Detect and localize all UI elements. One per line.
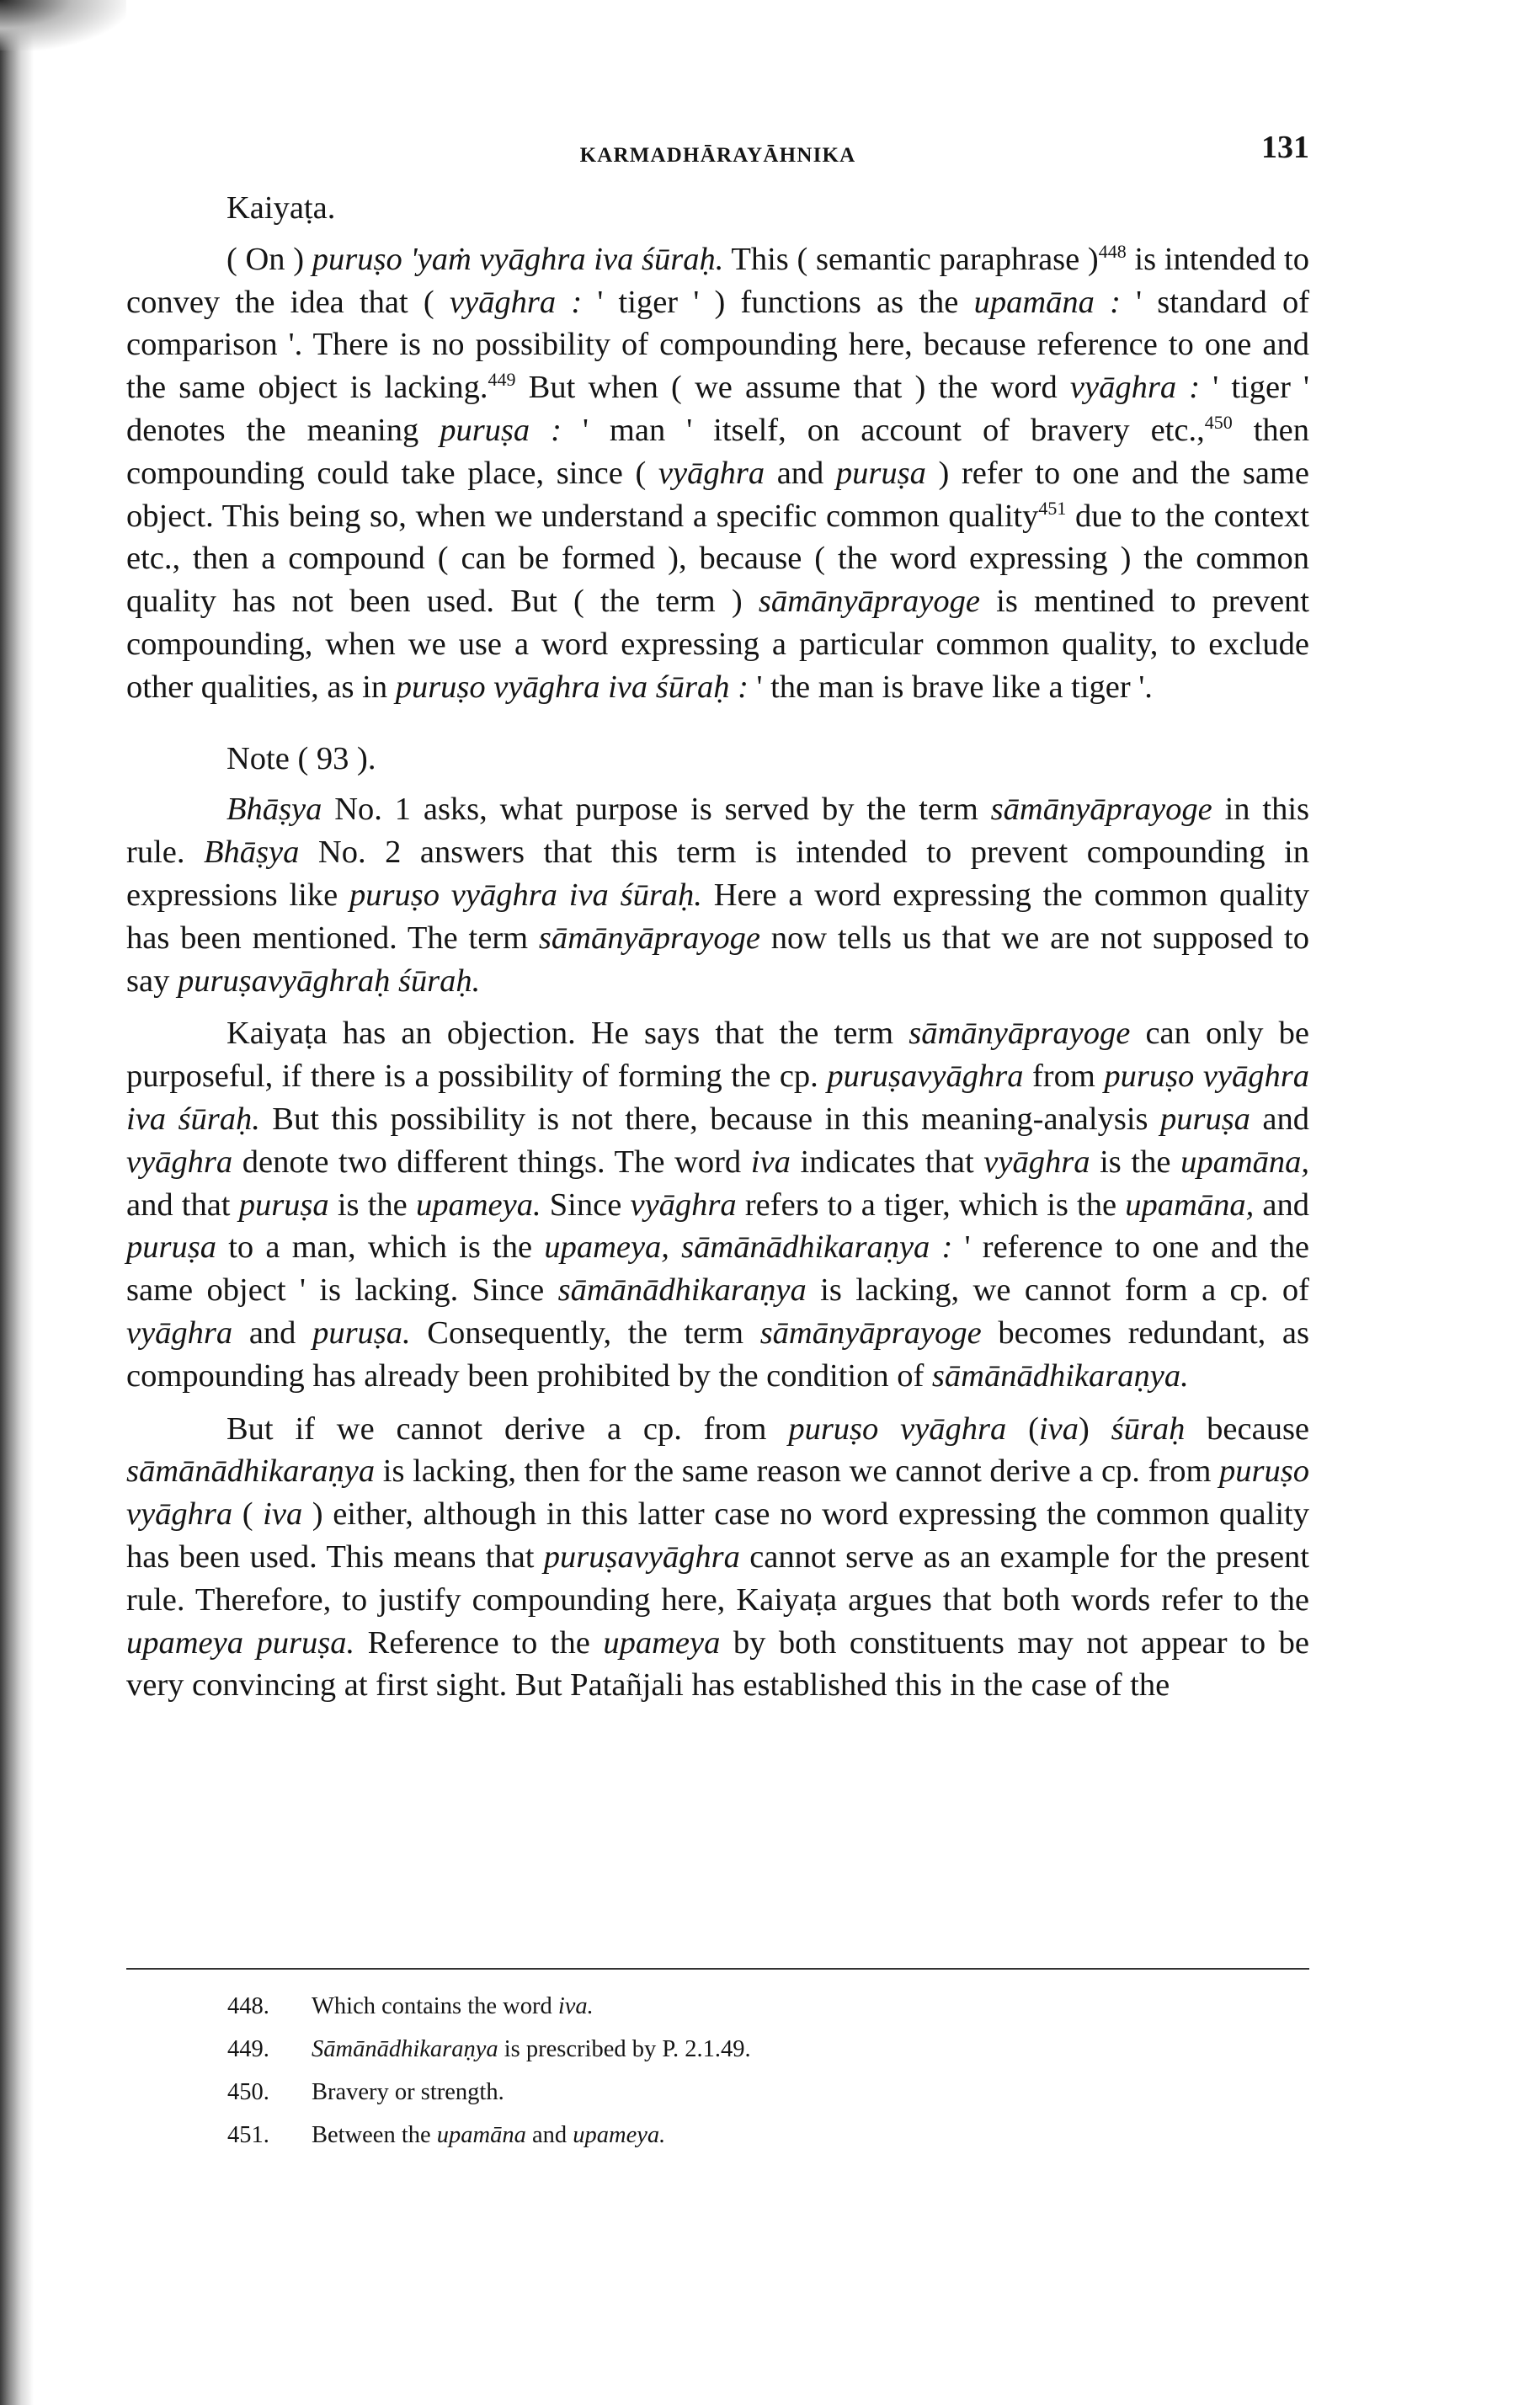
section-heading-kaiyata: Kaiyaṭa. bbox=[226, 190, 336, 226]
page-number: 131 bbox=[1261, 130, 1309, 165]
page-header bbox=[126, 126, 1309, 170]
footnote-448: 448. Which contains the word iva. bbox=[227, 1993, 594, 2019]
footnote-ref: 450 bbox=[1204, 411, 1233, 433]
footnote-ref: 449 bbox=[488, 369, 516, 391]
paragraph: But if we cannot derive a cp. from puruṣo vyāghra (iva) śūraḥ because sāmānādhikaraṇya is lacking, then for the same reason we cannot derive a cp. from puruṣo vyāghra ( iva ) either, although in this latter case no word expressing the common quality has been used. This means that puruṣavyāghra cannot serve as an example for the present rule. Therefore, to justify compounding here, Kaiyaṭa argues that both words refer to the upameya puruṣa. Reference to the upameya by both constituents may not appear to be very convincing at first sight. But Patañjali has established this in the case of the bbox=[126, 1410, 1310, 1704]
spacer bbox=[126, 1002, 1309, 1012]
paragraph: Bhāṣya No. 1 asks, what purpose is served by the term sāmānyāprayoge in this rule. Bhāṣya No. 2 answers that this term is intended to prevent compounding in expressions like puruṣo vyāghra iva śūraḥ. Here a word expressing the common quality has been mentioned. The term sāmānyāprayoge now tells us that we are not supposed to say puruṣavyāghraḥ śūraḥ. bbox=[126, 792, 1310, 999]
paragraph: ( On ) puruṣo 'yaṁ vyāghra iva śūraḥ. This ( semantic paraphrase )$^{448}$ is intended to convey the idea that ( vyāghra : ' tiger ' ) functions as the upamāna : ' standard of comparison '. There is no possibility of compounding here, because reference to one and the same object is lacking.$^{449}$ But when ( we assume that ) the word vyāghra : ' tiger ' denotes the meaning puruṣa : ' man ' itself, on account of bravery etc.,$^{450}$ then compounding could take place, since ( vyāghra and puruṣa ) refer to one and the same object. This being so, when we understand a specific common quality$^{451}$ due to the context etc., then a compound ( can be formed ), because ( the word expressing ) the common quality has not been used. But ( the term ) sāmānyāprayoge is mentined to prevent compounding, when we use a word expressing a particular common quality, to exclude other qualities, as in puruṣo vyāghra iva śūraḥ : ' the man is brave like a tiger '. bbox=[126, 240, 1310, 705]
footnote-451: 451. Between the upamāna and upameya. bbox=[227, 2122, 666, 2148]
footnote-divider bbox=[126, 1968, 1309, 1970]
running-head: KARMADHĀRAYĀHNIKA bbox=[579, 144, 856, 167]
book-page bbox=[126, 126, 1309, 1707]
scan-shadow-edge bbox=[0, 0, 34, 2405]
spacer bbox=[126, 1398, 1309, 1408]
scan-shadow-corner bbox=[0, 0, 126, 51]
paragraph: Kaiyaṭa has an objection. He says that the term sāmānyāprayoge can only be purposeful, if there is a possibility of forming the cp. puruṣavyāghra from puruṣo vyāghra iva śūraḥ. But this possibility is not there, because in this meaning-analysis puruṣa and vyāghra denote two different things. The word iva indicates that vyāghra is the upamāna, and that puruṣa is the upameya. Since vyāghra refers to a tiger, which is the upamāna, and puruṣa to a man, which is the upameya, sāmānādhikaraṇya : ' reference to one and the same object ' is lacking. Since sāmānādhikaraṇya is lacking, we cannot form a cp. of vyāghra and puruṣa. Consequently, the term sāmānyāprayoge becomes redundant, as compounding has already been prohibited by the condition of sāmānādhikaraṇya. bbox=[126, 1016, 1309, 1394]
footnotes bbox=[227, 1985, 1154, 2157]
footnote-ref: 448 bbox=[1098, 240, 1127, 262]
footnote-449: 449. Sāmānādhikaraṇya is prescribed by P. 2.1.49. bbox=[227, 2036, 751, 2062]
section-heading-note-93: Note ( 93 ). bbox=[226, 740, 376, 776]
footnote-450: 450. Bravery or strength. bbox=[227, 2079, 504, 2105]
footnote-ref: 451 bbox=[1038, 497, 1067, 519]
spacer bbox=[126, 709, 1309, 738]
